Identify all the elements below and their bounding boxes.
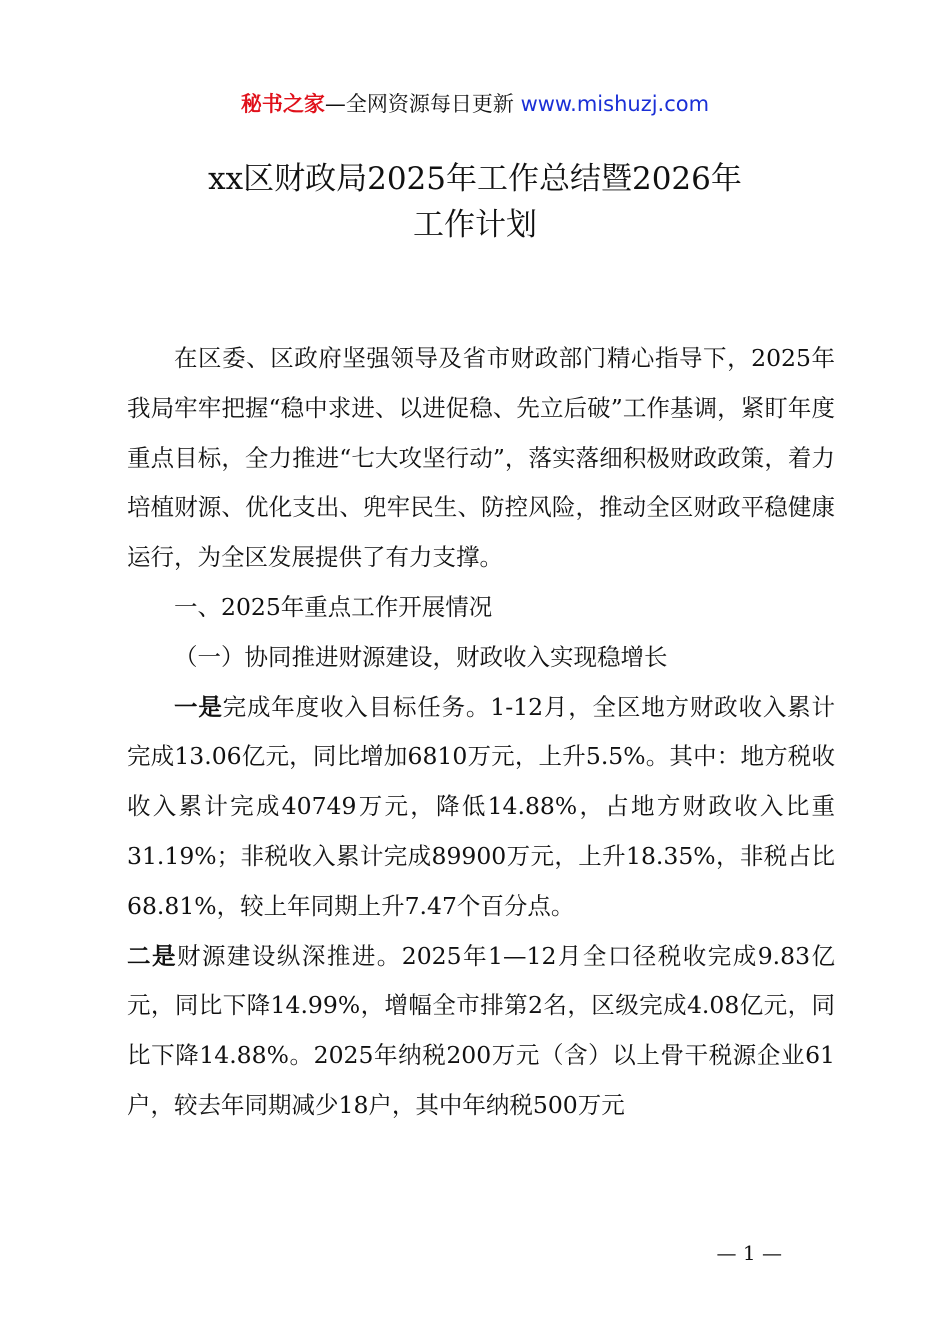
title-line-2: 工作计划	[413, 207, 537, 243]
document-title	[0, 156, 950, 248]
item-lead-in: 二是	[127, 941, 177, 970]
site-header-banner	[0, 88, 950, 120]
header-tagline: —全网资源每日更新	[324, 92, 521, 116]
item-lead-in: 一是	[174, 692, 223, 721]
title-line-1: xx区财政局2025年工作总结暨2026年	[208, 161, 742, 197]
item-text: 财源建设纵深推进。2025年1—12月全口径税收完成9.83亿元，同比下降14.99%，增幅全市排第2名，区级完成4.08亿元，同比下降14.88%。2025年纳税200万元（含）以上骨干税源企业61户，较去年同期减少18户，其中年纳税500万元	[127, 941, 836, 1119]
subsection-heading: （一）协同推进财源建设，财政收入实现稳增长	[174, 642, 668, 671]
site-url-link[interactable]: www.mishuzj.com	[520, 92, 710, 116]
section-heading: 一、2025年重点工作开展情况	[174, 592, 493, 621]
item-text: 完成年度收入目标任务。1-12月，全区地方财政收入累计完成13.06亿元，同比增加6810万元，上升5.5%。其中：地方税收收入累计完成40749万元，降低14.88%，占地方财政收入比重31.19%；非税收入累计完成89900万元，上升18.35%，非税占比68.81%，较上年同期上升7.47个百分点。	[127, 692, 835, 920]
item-paragraph-2	[127, 932, 835, 1131]
page-number: — 1 —	[716, 1241, 782, 1265]
document-body	[127, 334, 835, 1131]
item-paragraph-1	[127, 683, 835, 932]
brand-name: 秘书之家	[240, 92, 325, 116]
intro-paragraph: 在区委、区政府坚强领导及省市财政部门精心指导下，2025年我局牢牢把握“稳中求进、以进促稳、先立后破”工作基调，紧盯年度重点目标，全力推进“七大攻坚行动”，落实落细积极财政政策，着力培植财源、优化支出、兜牢民生、防控风险，推动全区财政平稳健康运行，为全区发展提供了有力支撑。	[127, 344, 835, 572]
